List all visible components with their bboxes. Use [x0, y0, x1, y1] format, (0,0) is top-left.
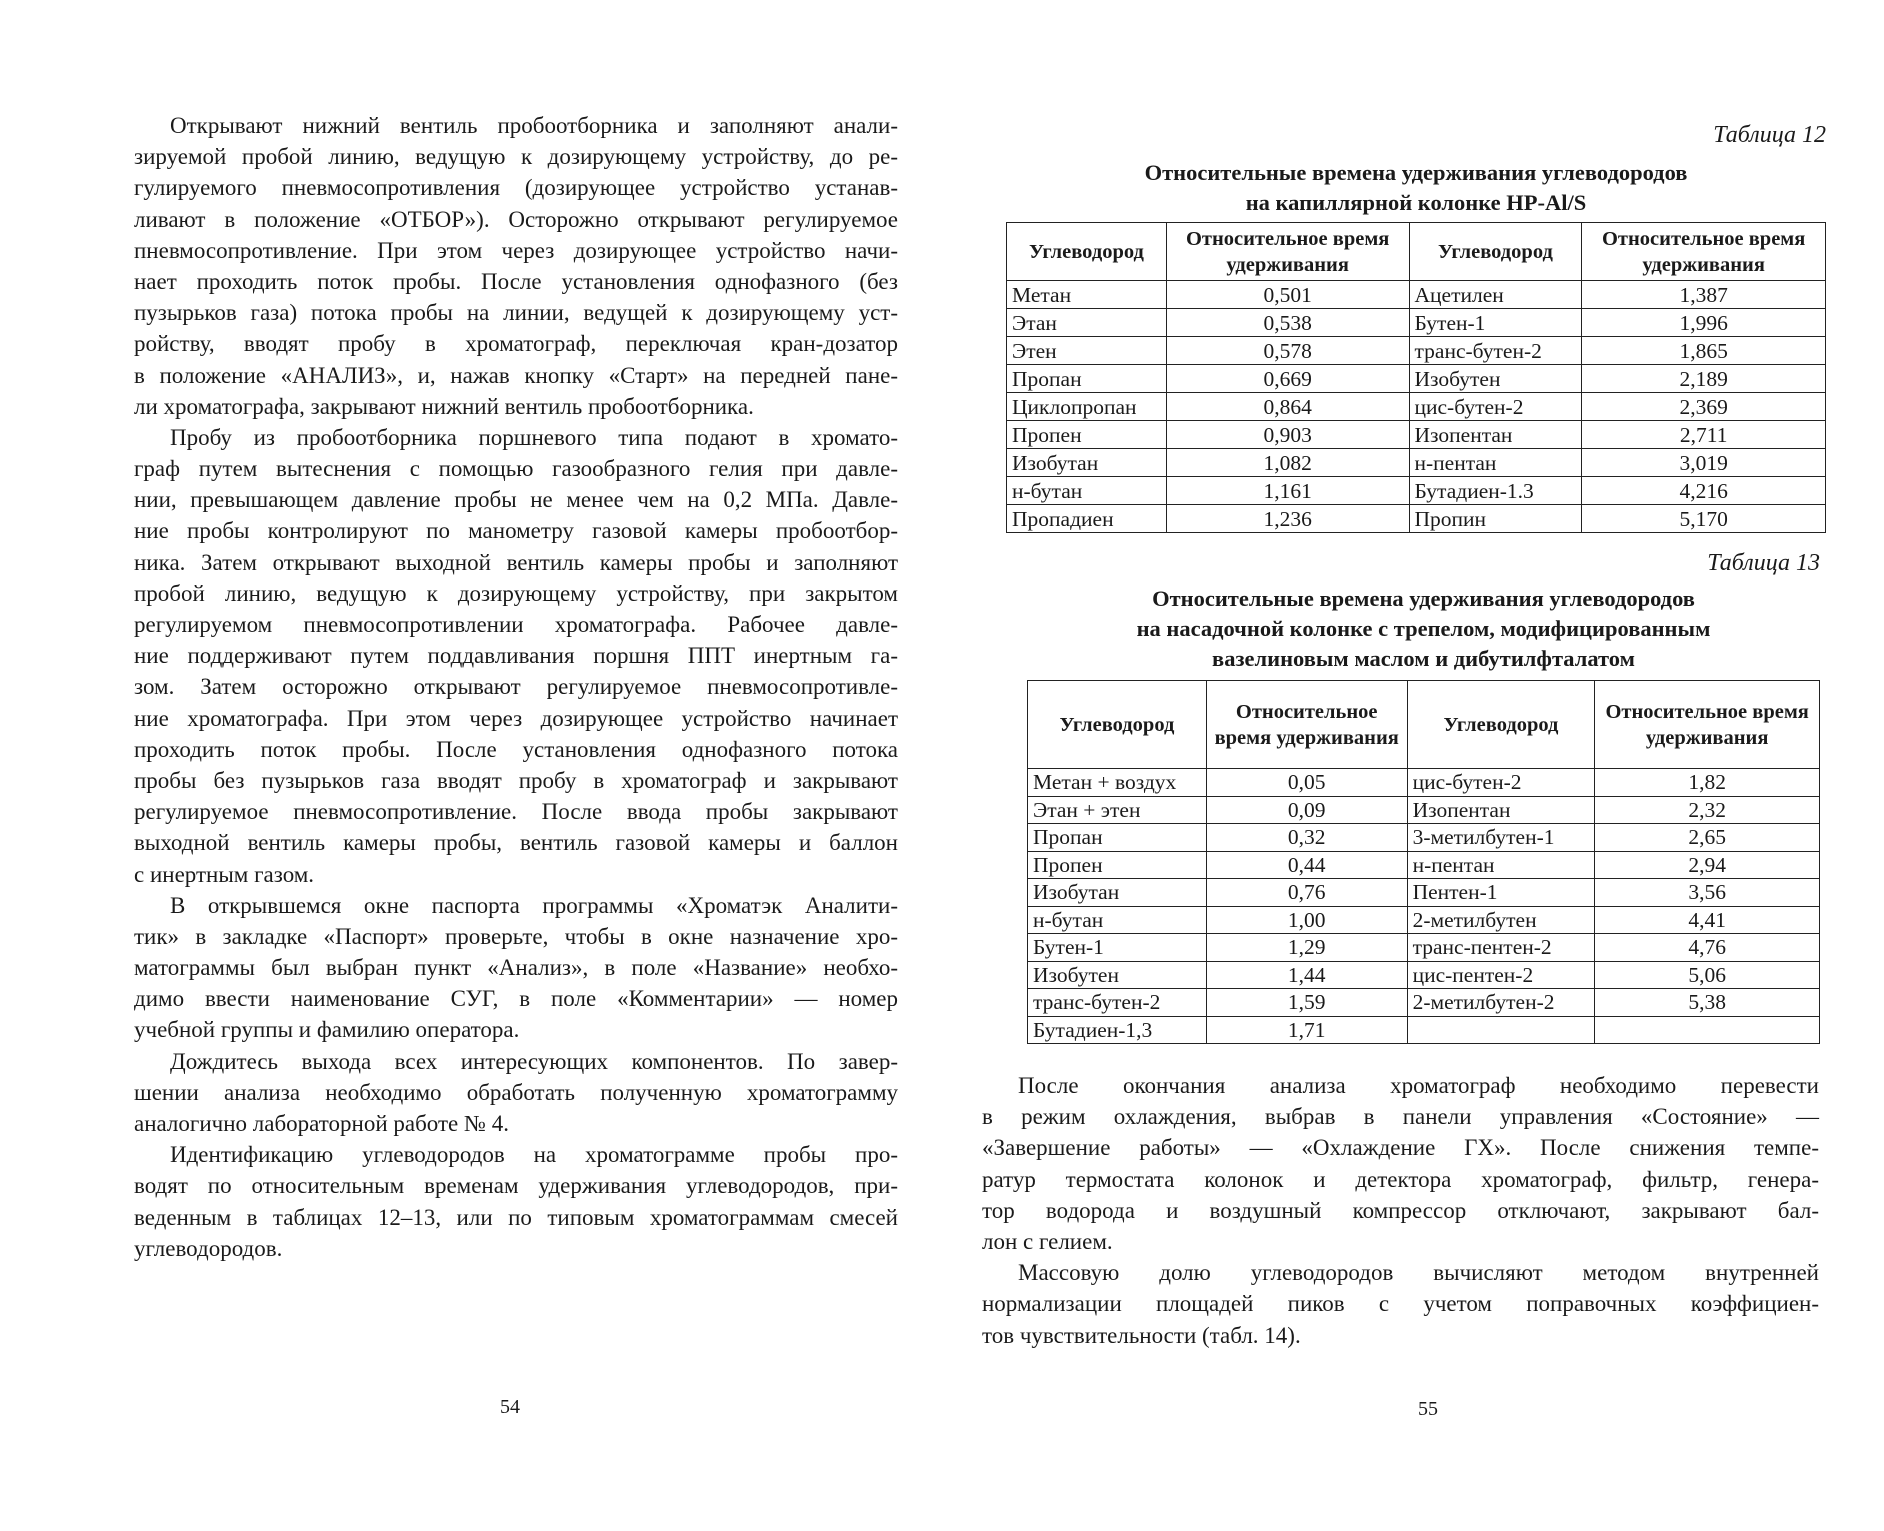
text-line: ратур термостата колонок и детектора хроматограф, фильтр, генера- — [982, 1166, 1819, 1192]
text-line: пневмосопротивление. При этом через дозирующее устройство начи- — [134, 237, 898, 263]
hydrocarbon-cell: Пропен — [1028, 851, 1207, 879]
column-header: Относительное время удерживания — [1595, 681, 1820, 769]
text-line: ливают в положение «ОТБОР»). Осторожно открывают регулируемое — [134, 206, 898, 232]
hydrocarbon-cell: транс-бутен-2 — [1028, 989, 1207, 1017]
text-line: в положение «АНАЛИЗ», и, нажав кнопку «Старт» на передней пане- — [134, 362, 898, 388]
retention-time-cell: 1,71 — [1206, 1016, 1407, 1044]
table-title-line: на насадочной колонке с трепелом, модифицированным — [1136, 616, 1711, 641]
retention-time-cell: 2,65 — [1595, 824, 1820, 852]
text-line: учебной группы и фамилию оператора. — [134, 1017, 520, 1043]
hydrocarbon-cell: Пропен — [1007, 421, 1167, 449]
hydrocarbon-cell: Этан — [1007, 309, 1167, 337]
paragraph — [982, 1257, 1819, 1351]
retention-time-cell: 0,44 — [1206, 851, 1407, 879]
text-line: пузырьков газа) потока пробы на линии, ведущей к дозирующему уст- — [134, 300, 898, 326]
table-row — [1028, 906, 1820, 934]
table-row — [1007, 505, 1826, 533]
text-line: нии, превышающем давление пробы не менее чем на 0,2 МПа. Давле- — [134, 487, 898, 513]
text-line: матограммы был выбран пункт «Анализ», в поле «Название» необхо- — [134, 955, 898, 981]
hydrocarbon-cell: Этан + этен — [1028, 796, 1207, 824]
text-line: тов чувствительности (табл. 14). — [982, 1322, 1301, 1348]
retention-time-cell: 1,59 — [1206, 989, 1407, 1017]
hydrocarbon-cell: Изопентан — [1407, 796, 1595, 824]
table-row — [1007, 449, 1826, 477]
text-line: ли хроматографа, закрывают нижний вентиль пробоотборника. — [134, 393, 754, 419]
hydrocarbon-cell: Изобутан — [1028, 879, 1207, 907]
retention-time-cell: 0,05 — [1206, 769, 1407, 797]
table-title-line: на капиллярной колонке HP-Al/S — [1245, 190, 1587, 215]
retention-time-cell: 3,56 — [1595, 879, 1820, 907]
text-line: пробой линию, ведущую к дозирующему устройству, при закрытом — [134, 580, 898, 606]
retention-time-cell: 1,00 — [1206, 906, 1407, 934]
retention-time-cell: 0,76 — [1206, 879, 1407, 907]
column-header: Углеводород — [1409, 223, 1582, 281]
table-row — [1007, 281, 1826, 309]
text-line: нормализации площадей пиков с учетом поправочных коэффициен- — [982, 1291, 1819, 1317]
text-line: Пробу из пробоотборника поршневого типа подают в хромато- — [170, 424, 898, 450]
table-row — [1028, 879, 1820, 907]
text-line: гулируемого пневмосопротивления (дозирующее устройство устанав- — [134, 175, 898, 201]
hydrocarbon-cell: цис-бутен-2 — [1407, 769, 1595, 797]
retention-time-cell: 2,369 — [1582, 393, 1826, 421]
hydrocarbon-cell: Этен — [1007, 337, 1167, 365]
retention-time-cell: 4,216 — [1582, 477, 1826, 505]
retention-time-cell: 2,189 — [1582, 365, 1826, 393]
table12-label: Таблица 12 — [1713, 122, 1826, 148]
table-row — [1028, 851, 1820, 879]
retention-time-cell: 1,29 — [1206, 934, 1407, 962]
table-row — [1007, 477, 1826, 505]
retention-time-cell: 3,019 — [1582, 449, 1826, 477]
column-header: Углеводород — [1407, 681, 1595, 769]
retention-time-cell: 1,82 — [1595, 769, 1820, 797]
text-line: нает проходить поток пробы. После установления однофазного (без — [134, 268, 898, 294]
retention-time-cell: 0,501 — [1166, 281, 1409, 309]
text-line: «Завершение работы» — «Охлаждение ГХ». После снижения темпе- — [982, 1135, 1819, 1161]
text-line: зируемой пробой линию, ведущую к дозирующему устройству, до ре- — [134, 144, 898, 170]
hydrocarbon-cell: 2-метилбутен — [1407, 906, 1595, 934]
hydrocarbon-cell: н-бутан — [1028, 906, 1207, 934]
retention-time-cell: 0,32 — [1206, 824, 1407, 852]
paragraph — [134, 110, 898, 422]
text-line: водят по относительным временам удерживания углеводородов, при- — [134, 1173, 898, 1199]
left-page-body-text — [134, 110, 898, 1264]
table-row — [1028, 796, 1820, 824]
retention-time-cell: 0,903 — [1166, 421, 1409, 449]
table-row — [1007, 393, 1826, 421]
hydrocarbon-cell: 3-метилбутен-1 — [1407, 824, 1595, 852]
text-line: тик» в закладке «Паспорт» проверьте, чтобы в окне назначение хро- — [134, 923, 898, 949]
hydrocarbon-cell: Бутен-1 — [1028, 934, 1207, 962]
hydrocarbon-cell: Метан + воздух — [1028, 769, 1207, 797]
retention-time-cell: 0,538 — [1166, 309, 1409, 337]
text-line: В открывшемся окне паспорта программы «Хроматэк Аналити- — [170, 892, 898, 918]
hydrocarbon-cell: Изобутан — [1007, 449, 1167, 477]
table-title-line: Относительные времена удерживания углеводородов — [1152, 586, 1695, 611]
text-line: ника. Затем открывают выходной вентиль камеры пробы и заполняют — [134, 549, 898, 575]
table-row — [1007, 421, 1826, 449]
table-row — [1028, 989, 1820, 1017]
text-line: аналогично лабораторной работе № 4. — [134, 1111, 509, 1136]
paragraph — [134, 1046, 898, 1140]
text-line: регулируемое пневмосопротивление. После ввода пробы закрывают — [134, 799, 898, 825]
retention-time-cell: 5,06 — [1595, 961, 1820, 989]
retention-time-cell: 1,865 — [1582, 337, 1826, 365]
paragraph — [134, 890, 898, 1046]
text-line: регулируемом пневмосопротивлении хроматографа. Рабочее давле- — [134, 612, 898, 637]
text-line: Дождитесь выхода всех интересующих компонентов. По завер- — [170, 1048, 898, 1074]
table-row — [1007, 337, 1826, 365]
page-number-right: 55 — [1418, 1398, 1438, 1420]
hydrocarbon-cell: н-пентан — [1409, 449, 1582, 477]
text-line: ние хроматографа. При этом через дозирующее устройство начинает — [134, 705, 898, 731]
retention-time-cell: 5,170 — [1582, 505, 1826, 533]
hydrocarbon-cell: Метан — [1007, 281, 1167, 309]
table-row — [1007, 365, 1826, 393]
column-header: Углеводород — [1007, 223, 1167, 281]
column-header: Относительное время удерживания — [1582, 223, 1826, 281]
text-line: углеводородов. — [134, 1235, 283, 1261]
hydrocarbon-cell: Изобутен — [1028, 961, 1207, 989]
paragraph — [982, 1070, 1819, 1257]
table-row — [1007, 309, 1826, 337]
table-title-line: вазелиновым маслом и дибутилфталатом — [1212, 646, 1635, 671]
table-title-line: Относительные времена удерживания углеводородов — [1144, 160, 1688, 185]
retention-time-cell: 0,578 — [1166, 337, 1409, 365]
text-line: веденным в таблицах 12–13, или по типовым хроматограммам смесей — [134, 1204, 898, 1230]
table-row — [1028, 934, 1820, 962]
hydrocarbon-cell: Пропадиен — [1007, 505, 1167, 533]
column-header: Относительное время удерживания — [1206, 681, 1407, 769]
text-line: димо ввести наименование СУГ, в поле «Комментарии» — номер — [134, 986, 898, 1012]
retention-time-cell: 4,76 — [1595, 934, 1820, 962]
retention-time-cell: 1,44 — [1206, 961, 1407, 989]
text-line: ние пробы контролируют по манометру газовой камеры пробоотбор- — [134, 518, 898, 544]
retention-time-cell: 0,09 — [1206, 796, 1407, 824]
hydrocarbon-cell: Изобутен — [1409, 365, 1582, 393]
text-line: ройству, вводят пробу в хроматограф, переключая кран-дозатор — [134, 331, 898, 357]
right-page-body-text — [982, 1070, 1819, 1351]
retention-time-cell: 2,711 — [1582, 421, 1826, 449]
text-line: выходной вентиль камеры пробы, вентиль газовой камеры и баллон — [134, 830, 898, 856]
retention-time-cell — [1595, 1016, 1820, 1044]
retention-time-cell: 5,38 — [1595, 989, 1820, 1017]
text-line: в режим охлаждения, выбрав в панели управления «Состояние» — — [982, 1104, 1819, 1130]
retention-time-cell: 2,32 — [1595, 796, 1820, 824]
hydrocarbon-cell: Ацетилен — [1409, 281, 1582, 309]
text-line: ние поддерживают путем поддавливания поршня ППТ инертным га- — [134, 643, 898, 669]
hydrocarbon-cell: Циклопропан — [1007, 393, 1167, 421]
right-page — [942, 0, 1884, 1531]
retention-time-cell: 1,236 — [1166, 505, 1409, 533]
retention-time-cell: 0,669 — [1166, 365, 1409, 393]
hydrocarbon-cell: 2-метилбутен-2 — [1407, 989, 1595, 1017]
paragraph — [134, 422, 898, 890]
page-number-left: 54 — [500, 1396, 520, 1418]
retention-time-cell: 0,864 — [1166, 393, 1409, 421]
hydrocarbon-cell: Пропан — [1007, 365, 1167, 393]
hydrocarbon-cell — [1407, 1016, 1595, 1044]
retention-time-cell: 1,996 — [1582, 309, 1826, 337]
table12 — [1006, 222, 1826, 533]
text-line: Массовую долю углеводородов вычисляют методом внутренней — [1018, 1260, 1819, 1286]
hydrocarbon-cell: Пропин — [1409, 505, 1582, 533]
text-line: После окончания анализа хроматограф необходимо перевести — [1018, 1073, 1819, 1098]
column-header: Углеводород — [1028, 681, 1207, 769]
table13-label: Таблица 13 — [1707, 550, 1820, 576]
hydrocarbon-cell: н-бутан — [1007, 477, 1167, 505]
hydrocarbon-cell: н-пентан — [1407, 851, 1595, 879]
hydrocarbon-cell: Пропан — [1028, 824, 1207, 852]
hydrocarbon-cell: Бутадиен-1,3 — [1028, 1016, 1207, 1044]
text-line: тор водорода и воздушный компрессор отключают, закрывают бал- — [982, 1197, 1819, 1223]
paragraph — [134, 1139, 898, 1264]
column-header: Относительное время удерживания — [1166, 223, 1409, 281]
retention-time-cell: 1,387 — [1582, 281, 1826, 309]
hydrocarbon-cell: транс-бутен-2 — [1409, 337, 1582, 365]
retention-time-cell: 4,41 — [1595, 906, 1820, 934]
hydrocarbon-cell: Пентен-1 — [1407, 879, 1595, 907]
text-line: с инертным газом. — [134, 861, 315, 887]
text-line: пробы без пузырьков газа вводят пробу в хроматограф и закрывают — [134, 767, 898, 793]
table-row — [1028, 824, 1820, 852]
hydrocarbon-cell: цис-бутен-2 — [1409, 393, 1582, 421]
text-line: граф путем вытеснения с помощью газообразного гелия при давле- — [134, 456, 898, 482]
hydrocarbon-cell: Бутен-1 — [1409, 309, 1582, 337]
text-line: шении анализа необходимо обработать полученную хроматограмму — [134, 1079, 898, 1105]
retention-time-cell: 2,94 — [1595, 851, 1820, 879]
table-row — [1028, 769, 1820, 797]
table13 — [1027, 680, 1820, 1044]
hydrocarbon-cell: транс-пентен-2 — [1407, 934, 1595, 962]
hydrocarbon-cell: Изопентан — [1409, 421, 1582, 449]
table-row — [1028, 1016, 1820, 1044]
text-line: Идентификацию углеводородов на хроматограмме пробы про- — [170, 1142, 898, 1168]
text-line: зом. Затем осторожно открывают регулируемое пневмосопротивле- — [134, 674, 898, 700]
hydrocarbon-cell: цис-пентен-2 — [1407, 961, 1595, 989]
table13-title — [1027, 584, 1820, 674]
text-line: проходить поток пробы. После установления однофазного потока — [134, 736, 898, 762]
text-line: Открывают нижний вентиль пробоотборника и заполняют анали- — [170, 113, 898, 138]
retention-time-cell: 1,082 — [1166, 449, 1409, 477]
text-line: лон с гелием. — [982, 1228, 1113, 1254]
table-row — [1028, 961, 1820, 989]
table12-title — [1006, 158, 1826, 218]
hydrocarbon-cell: Бутадиен-1.3 — [1409, 477, 1582, 505]
retention-time-cell: 1,161 — [1166, 477, 1409, 505]
